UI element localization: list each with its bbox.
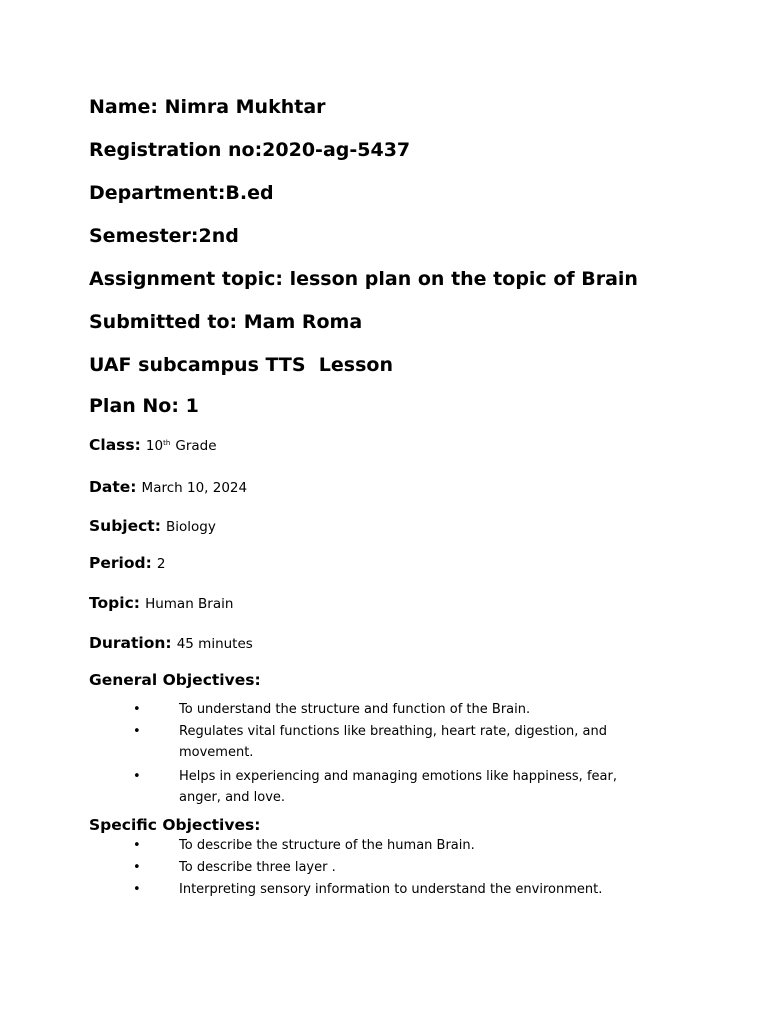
period-field [89,553,165,574]
general-objectives-heading: General Objectives: [89,671,261,689]
semester: Semester:2nd [89,225,239,247]
submitted-to: Submitted to: Mam Roma [89,311,363,333]
class-grade: Grade [175,438,217,454]
class-field [89,433,217,456]
specific-objectives-heading: Specific Objectives: [89,816,261,834]
class-label: Class: [89,436,141,454]
plan-number: Plan No: 1 [89,395,199,417]
date-field [89,477,247,498]
list-item: To describe three layer . [179,860,336,875]
bullet-icon: • [133,724,141,739]
bullet-icon: • [133,838,141,853]
period-label: Period: [89,554,152,572]
department: Department:B.ed [89,182,274,204]
bullet-icon: • [133,882,141,897]
list-item: Helps in experiencing and managing emotions like happiness, fear, anger, and love. [179,769,617,805]
list-item: Interpreting sensory information to understand the environment. [179,882,603,897]
date-label: Date: [89,478,137,496]
assignment-topic: Assignment topic: lesson plan on the topic of Brain [89,268,638,290]
bullet-icon: • [133,860,141,875]
subject-label: Subject: [89,517,161,535]
class-number: 10 [145,438,164,454]
topic-field [89,593,233,614]
duration-value: 45 minutes [176,636,253,652]
class-suffix: th [163,439,171,447]
subject-value: Biology [166,519,216,535]
list-item: To describe the structure of the human Brain. [179,838,475,853]
subject-field [89,516,216,537]
duration-label: Duration: [89,634,172,652]
registration-number: Registration no:2020-ag-5437 [89,139,411,161]
period-value: 2 [156,556,166,572]
list-item: To understand the structure and function of the Brain. [179,702,531,717]
student-name: Name: Nimra Mukhtar [89,96,326,118]
date-value: March 10, 2024 [141,480,248,496]
bullet-icon: • [133,769,141,784]
duration-field [89,633,253,654]
topic-value: Human Brain [145,596,234,612]
bullet-icon: • [133,702,141,717]
topic-label: Topic: [89,594,140,612]
list-item: Regulates vital functions like breathing, heart rate, digestion, and movement. [179,724,607,760]
campus-line: UAF subcampus TTS Lesson [89,354,393,376]
